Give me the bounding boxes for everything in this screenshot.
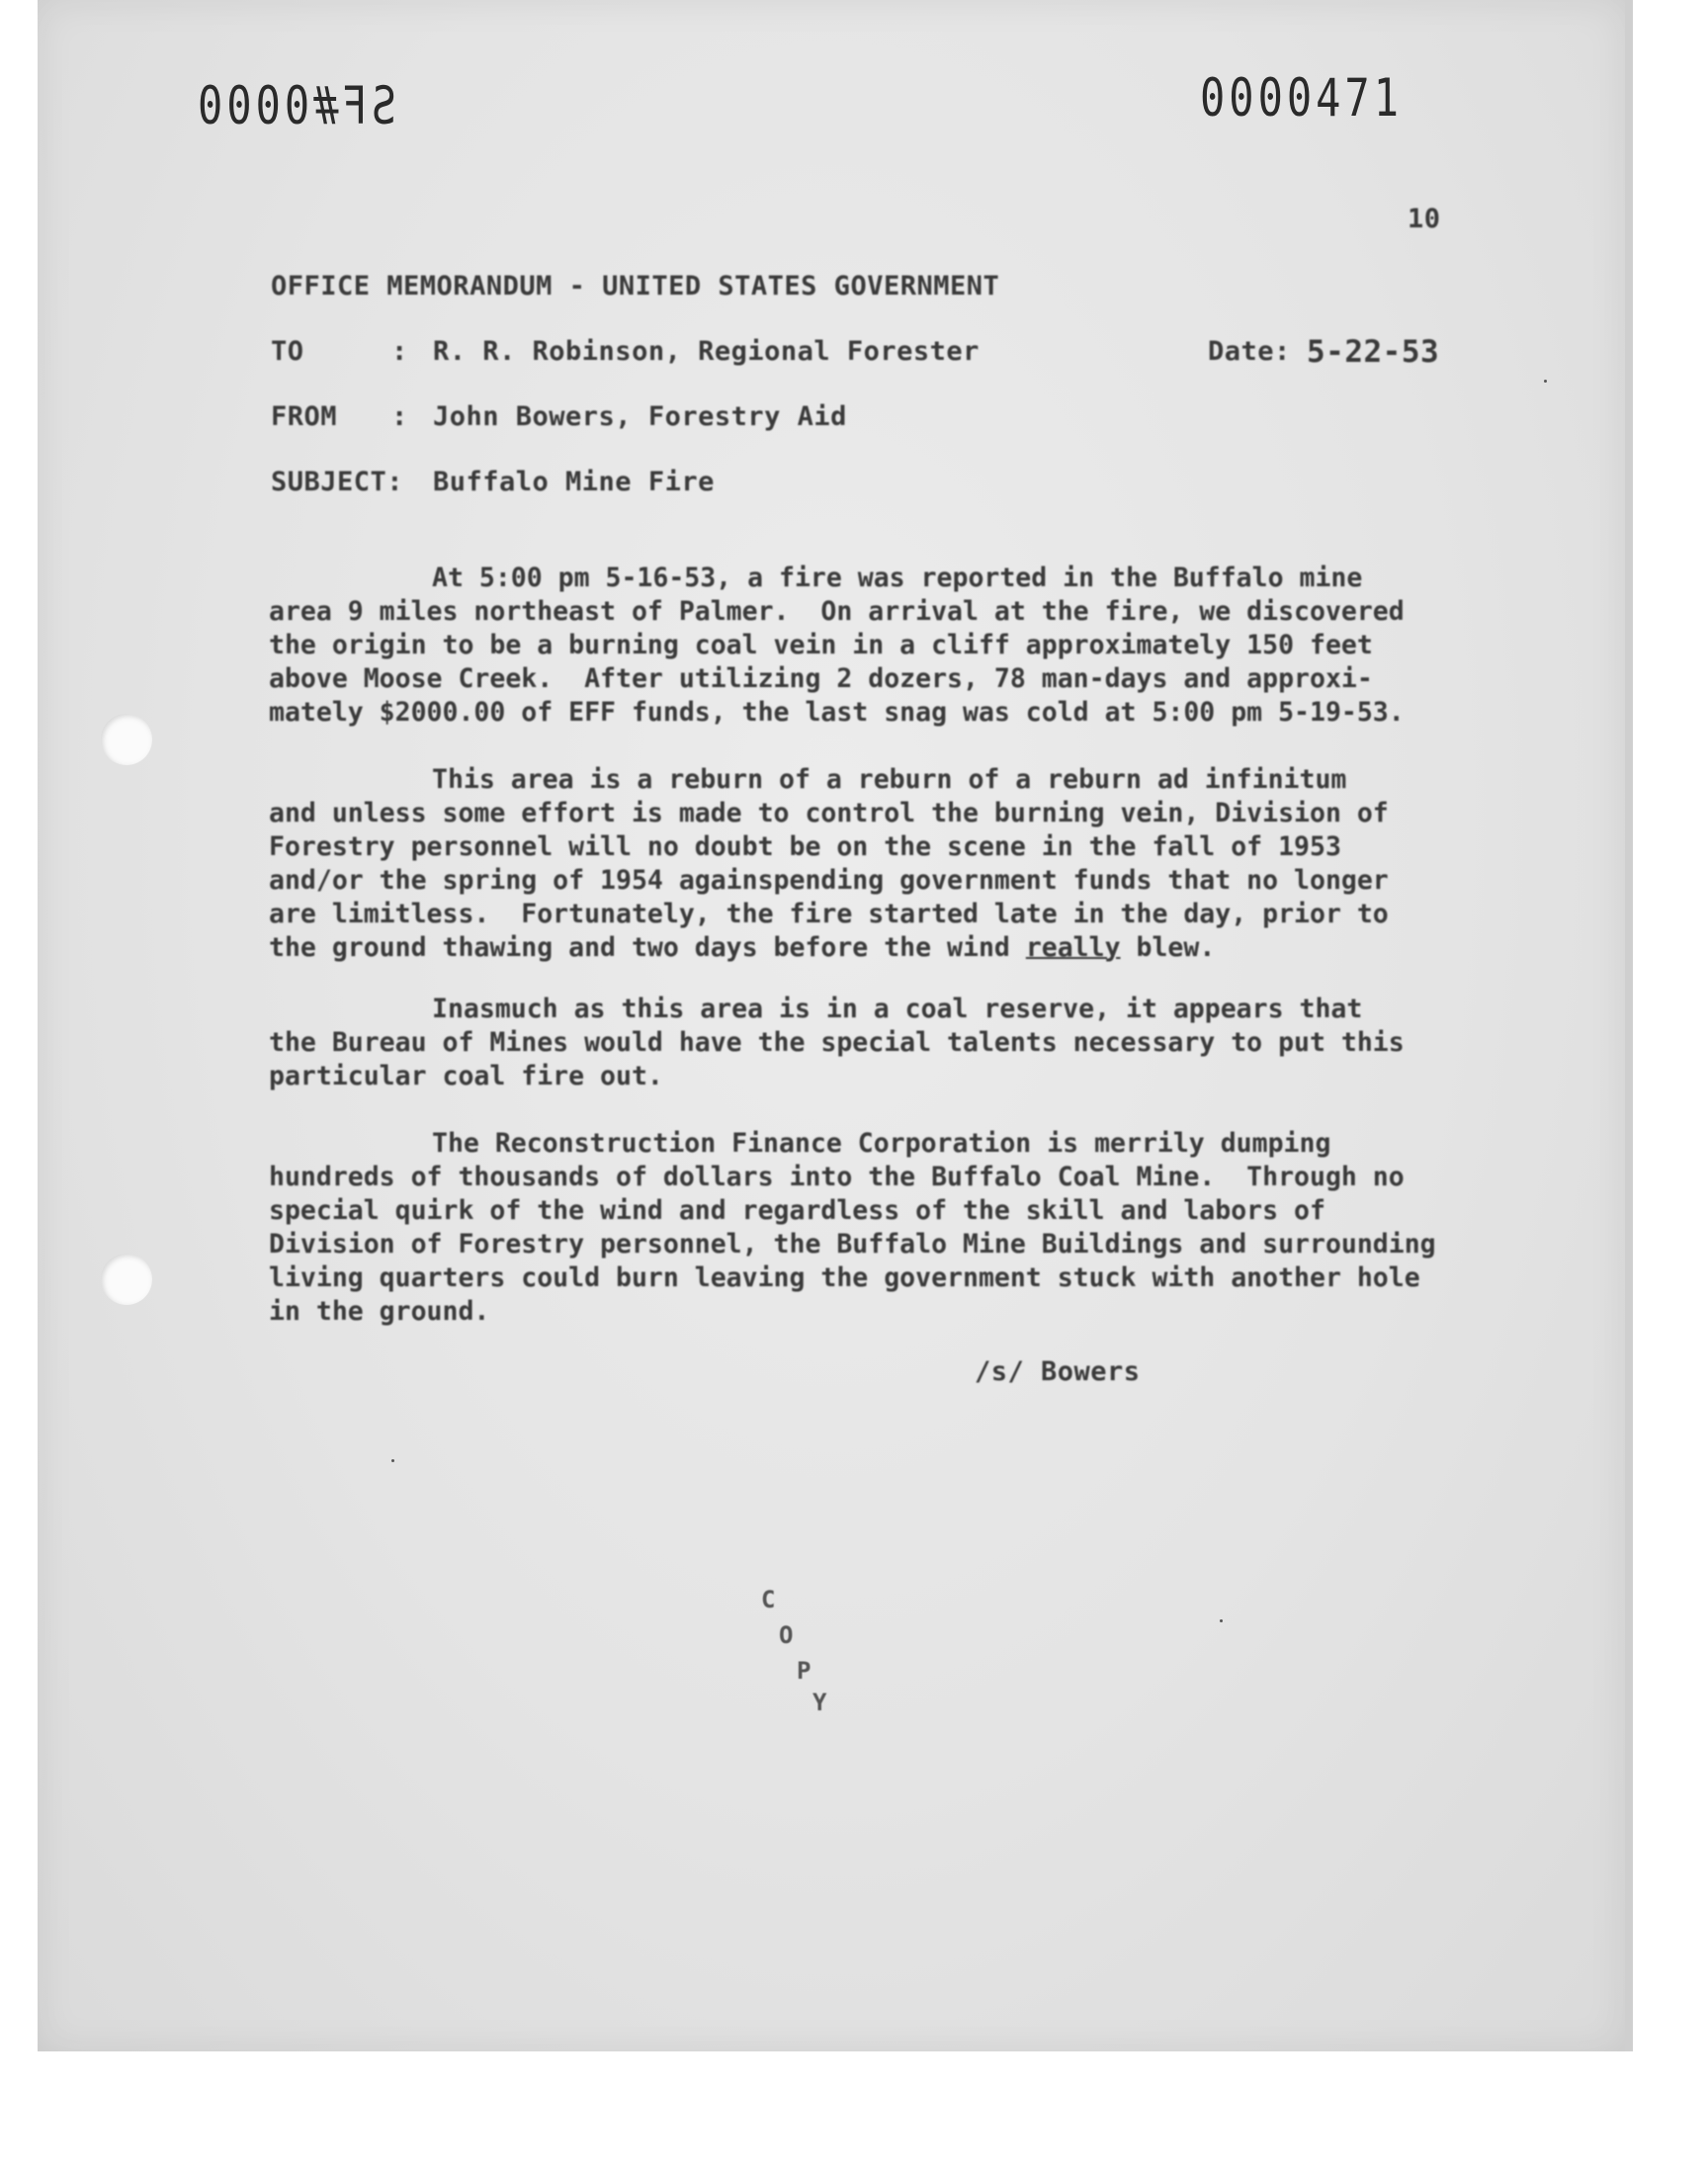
- paragraph-line: Inasmuch as this area is in a coal reserve, it appears that: [432, 994, 1363, 1024]
- copy-mark-letter: O: [779, 1621, 794, 1649]
- copy-mark-letter: C: [761, 1586, 776, 1613]
- paragraph-line: in the ground.: [269, 1296, 490, 1327]
- paragraph-line: This area is a reburn of a reburn of a reburn ad infinitum: [432, 764, 1347, 795]
- paragraph-line: the origin to be a burning coal vein in a cliff approximately 150 feet: [269, 630, 1373, 660]
- signature: /s/ Bowers: [975, 1356, 1141, 1387]
- paragraph-line: and/or the spring of 1954 againspending government funds that no longer: [269, 865, 1389, 896]
- from-separator: :: [391, 401, 408, 432]
- paragraph-line: special quirk of the wind and regardless of the skill and labors of: [269, 1195, 1325, 1226]
- paragraph-line: and unless some effort is made to control the burning vein, Division of: [269, 798, 1389, 828]
- paragraph-3: [269, 993, 1514, 1093]
- date-value: 5-22-53: [1307, 334, 1440, 370]
- paragraph-line: area 9 miles northeast of Palmer. On arrival at the fire, we discovered: [269, 596, 1405, 627]
- paragraph-line: mately $2000.00 of EFF funds, the last snag was cold at 5:00 pm 5-19-53.: [269, 697, 1405, 728]
- copy-mark-letter: Y: [812, 1689, 827, 1716]
- to-separator: :: [391, 336, 408, 367]
- from-value: John Bowers, Forestry Aid: [433, 401, 847, 432]
- paragraph-line: above Moose Creek. After utilizing 2 dozers, 78 man-days and approxi-: [269, 663, 1373, 694]
- dust-speck: [391, 1459, 394, 1462]
- paragraph-1: [269, 562, 1514, 730]
- memo-header: OFFICE MEMORANDUM - UNITED STATES GOVERNMENT: [271, 271, 1000, 302]
- text-segment: blew.: [1120, 932, 1216, 963]
- paragraph-line: Division of Forestry personnel, the Buffalo Mine Buildings and surrounding: [269, 1229, 1436, 1260]
- paragraph-line: are limitless. Fortunately, the fire started late in the day, prior to: [269, 899, 1389, 929]
- stamp-number-right: 0000471: [1200, 67, 1404, 129]
- emphasized-word: really: [1025, 932, 1121, 963]
- paragraph-2: [269, 763, 1514, 965]
- page-number: 10: [1408, 204, 1441, 234]
- to-label: TO: [271, 336, 304, 367]
- paragraph-line: hundreds of thousands of dollars into the Buffalo Coal Mine. Through no: [269, 1162, 1405, 1192]
- paragraph-line: the Bureau of Mines would have the special talents necessary to put this: [269, 1027, 1405, 1058]
- paragraph-line: living quarters could burn leaving the government stuck with another hole: [269, 1262, 1420, 1293]
- to-value: R. R. Robinson, Regional Forester: [433, 336, 980, 367]
- paragraph-line: The Reconstruction Finance Corporation is merrily dumping: [432, 1128, 1331, 1159]
- paragraph-line: particular coal fire out.: [269, 1061, 663, 1091]
- text-segment: the ground thawing and two days before the wind: [269, 932, 1026, 963]
- dust-speck: [1544, 380, 1547, 383]
- paragraph-line: Forestry personnel will no doubt be on the scene in the fall of 1953: [269, 831, 1341, 862]
- from-label: FROM: [271, 401, 338, 432]
- scan-edge: [1625, 0, 1633, 2051]
- paragraph-line: At 5:00 pm 5-16-53, a fire was reported in the Buffalo mine: [432, 563, 1363, 593]
- dust-speck: [1220, 1619, 1223, 1622]
- date-label: Date:: [1208, 336, 1291, 367]
- copy-mark-letter: P: [797, 1657, 811, 1685]
- punch-hole-upper: [101, 714, 152, 765]
- paragraph-4: [269, 1127, 1514, 1329]
- punch-hole-lower: [101, 1254, 152, 1305]
- stamp-number-left: SF#0000: [194, 75, 397, 136]
- subject-value: Buffalo Mine Fire: [433, 467, 715, 497]
- paragraph-line: [269, 931, 1514, 965]
- subject-label: SUBJECT:: [271, 467, 404, 497]
